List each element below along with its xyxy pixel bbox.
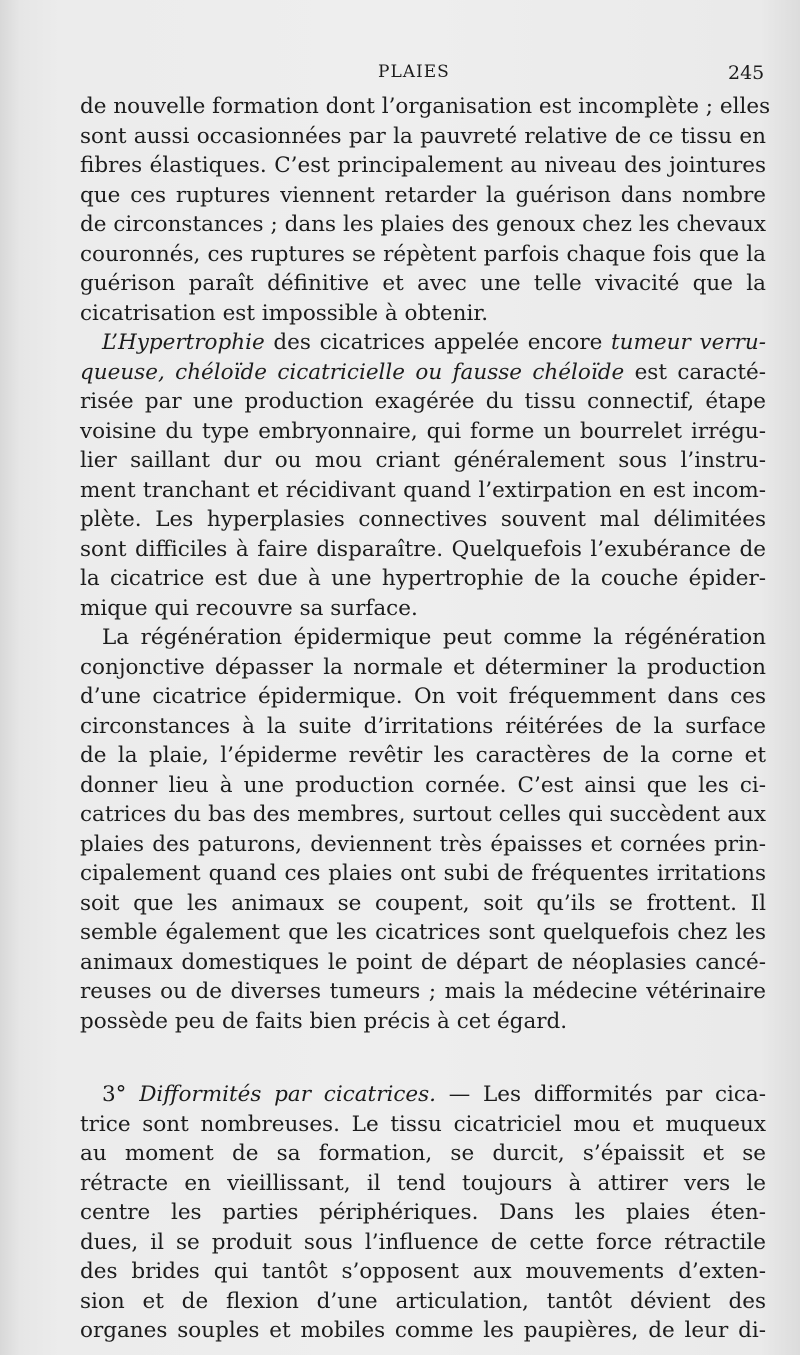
text-line: voisine du type embryonnaire, qui forme un bourrelet irrégu-	[80, 418, 766, 444]
text-line: dues, il se produit sous l’influence de cette force rétractile	[80, 1229, 766, 1255]
section-paragraph	[80, 1080, 766, 1346]
paragraph	[80, 92, 771, 328]
text-line: possède peu de faits bien précis à cet égard.	[80, 1008, 568, 1034]
text-line: animaux domestiques le point de départ de néoplasies cancé-	[80, 949, 766, 975]
section-heading-line	[80, 1080, 766, 1110]
text-line: au moment de sa formation, se durcit, s’épaissit et se	[80, 1141, 766, 1166]
text-line: catrices du bas des membres, surtout celles qui succèdent aux	[80, 802, 766, 827]
text-line: reuses ou de diverses tumeurs ; mais la médecine vétérinaire	[80, 979, 766, 1004]
text-line: conjonctive dépasser la normale et déterminer la production	[80, 654, 766, 680]
text-line: sont aussi occasionnées par la pauvreté relative de ce tissu en	[80, 123, 766, 149]
text-line: de nouvelle formation dont l’organisation est incomplète ; elles	[80, 94, 771, 119]
text-line: rétracte en vieillissant, il tend toujours à attirer vers le	[80, 1170, 766, 1196]
text-line: ment tranchant et récidivant quand l’extirpation en est incom-	[80, 477, 766, 503]
text-line: couronnés, ces ruptures se répètent parfois chaque fois que la	[80, 241, 766, 267]
text-line: centre les parties périphériques. Dans les plaies éten-	[80, 1200, 766, 1225]
italic-term: tumeur verru-	[611, 330, 767, 355]
text-run: est caracté-	[624, 359, 766, 385]
page-body	[80, 92, 771, 1346]
text-line: cipalement quand ces plaies ont subi de fréquentes irritations	[80, 861, 766, 886]
text-line: mique qui recouvre sa surface.	[80, 595, 418, 621]
running-title: PLAIES	[378, 62, 450, 82]
text-line: des brides qui tantôt s’opposent aux mouvements d’exten-	[80, 1259, 766, 1284]
section-spacer	[80, 1036, 766, 1080]
italic-term: L’Hypertrophie	[102, 330, 265, 355]
text-line: lier saillant dur ou mou criant généralement sous l’instru-	[80, 448, 766, 473]
text-line: la cicatrice est due à une hypertrophie de la couche épider-	[80, 566, 766, 591]
text-line: trice sont nombreuses. Le tissu cicatriciel mou et muqueux	[80, 1111, 766, 1137]
text-line: plète. Les hyperplasies connectives souvent mal délimitées	[80, 507, 766, 532]
paragraph	[80, 328, 766, 623]
text-run: des cicatrices appelée encore	[264, 330, 612, 355]
text-line: circonstances à la suite d’irritations réitérées de la surface	[80, 713, 766, 739]
text-line: fibres élastiques. C’est principalement au niveau des jointures	[80, 153, 766, 178]
text-line: sion et de flexion d’une articulation, tantôt dévient des	[80, 1288, 766, 1314]
text-line: sont difficiles à faire disparaître. Quelquefois l’exubérance de	[80, 536, 766, 562]
text-line: donner lieu à une production cornée. C’est ainsi que les ci-	[80, 772, 766, 798]
text-line: risée par une production exagérée du tissu connectif, étape	[80, 389, 766, 414]
text-line	[80, 358, 766, 388]
text-line: de circonstances ; dans les plaies des genoux chez les chevaux	[80, 212, 766, 237]
text-run: Les difformités par cica-	[483, 1082, 767, 1107]
paragraph	[80, 623, 766, 1036]
section-dash: —	[436, 1082, 484, 1107]
section-number: 3°	[102, 1082, 140, 1107]
text-line: de la plaie, l’épiderme revêtir les caractères de la corne et	[80, 743, 766, 768]
italic-term: queuse, chéloïde cicatricielle ou fausse chéloïde	[80, 359, 625, 385]
page-number: 245	[728, 62, 765, 84]
text-line: plaies des paturons, deviennent très épaisses et cornées prin-	[80, 831, 766, 857]
text-line: La régénération épidermique peut comme la régénération	[102, 625, 766, 650]
text-line: organes souples et mobiles comme les paupières, de leur di-	[80, 1318, 766, 1343]
text-line: que ces ruptures viennent retarder la guérison dans nombre	[80, 182, 766, 208]
text-line: d’une cicatrice épidermique. On voit fréquemment dans ces	[80, 684, 766, 709]
text-line: guérison paraît définitive et avec une telle vivacité que la	[80, 271, 766, 296]
text-line: cicatrisation est impossible à obtenir.	[80, 300, 489, 326]
text-line: semble également que les cicatrices sont quelquefois chez les	[80, 920, 766, 945]
page-header	[0, 62, 800, 90]
text-line: soit que les animaux se coupent, soit qu’ils se frottent. Il	[80, 890, 766, 916]
text-line	[80, 328, 766, 358]
section-title: Difformités par cicatrices.	[139, 1082, 436, 1107]
